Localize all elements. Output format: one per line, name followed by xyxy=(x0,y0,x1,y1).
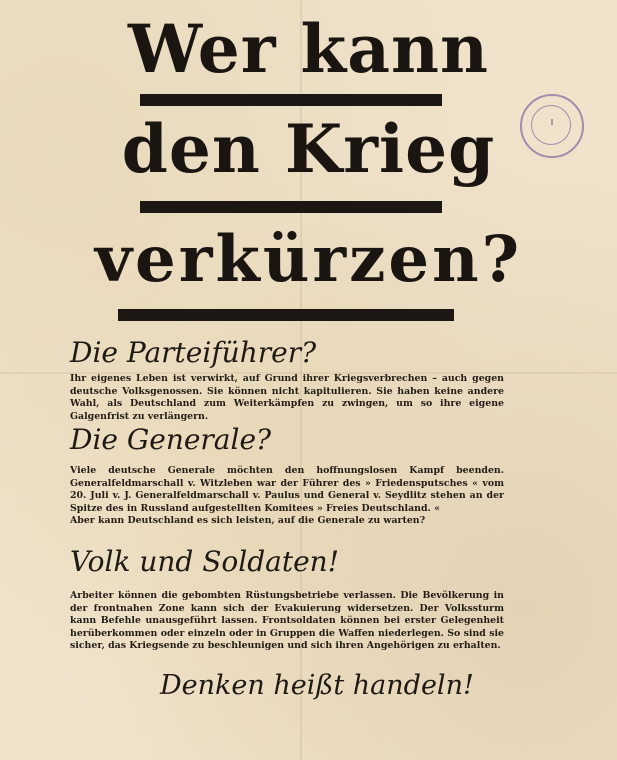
closing-slogan: Denken heißt handeln! xyxy=(160,670,474,701)
headline-line-3: verkürzen? xyxy=(94,222,523,297)
section-text-party-leaders xyxy=(70,373,504,423)
section-text-generals xyxy=(70,465,504,528)
section-paragraph: Viele deutsche Generale möchten den hoffnungslosen Kampf beenden. Generalfeldmarschall v. Witzleben war der Führer des » Friedensputsches « vom 20. Juli v. J. Generalfeldmarschall v. Paulus und General v. Seydlitz stehen an der Spitze des in Russland aufgestellten Komitees » Freies Deutschland. « xyxy=(70,465,504,514)
headline-underline-1 xyxy=(140,94,442,106)
section-paragraph-question: Aber kann Deutschland es sich leisten, auf die Generale zu warten? xyxy=(70,515,426,526)
section-title-people-soldiers: Volk und Soldaten! xyxy=(70,545,339,578)
section-text-people-soldiers xyxy=(70,590,504,653)
headline-underline-3 xyxy=(118,309,454,321)
headline-underline-2 xyxy=(140,201,442,213)
headline-line-1: Wer kann xyxy=(128,10,489,88)
archive-stamp-mark: I xyxy=(550,118,554,127)
section-title-party-leaders: Die Parteiführer? xyxy=(70,336,317,369)
section-title-generals: Die Generale? xyxy=(70,423,272,456)
archive-stamp xyxy=(520,94,584,158)
section-paragraph: Arbeiter können die gebombten Rüstungsbetriebe verlassen. Die Bevölkerung in der frontnahen Zone kann sich der Evakuierung widersetzen. Der Volkssturm kann Befehle unausgeführt lassen. Frontsoldaten können bei erster Gelegenheit herüberkommen oder einzeln oder in Gruppen die Waffen niederlegen. So sind sie sicher, das Kriegsende zu beschleunigen und sich ihren Angehörigen zu erhalten. xyxy=(70,590,504,651)
headline-line-2: den Krieg xyxy=(121,110,496,188)
section-paragraph: Ihr eigenes Leben ist verwirkt, auf Grund ihrer Kriegsverbrechen – auch gegen deutsche Volksgenossen. Sie können nicht kapitulieren. Sie haben keine andere Wahl, als Deutschland zum Weiterkämpfen zu zwingen, um so ihre eigene Galgenfrist zu verlängern. xyxy=(70,373,504,422)
